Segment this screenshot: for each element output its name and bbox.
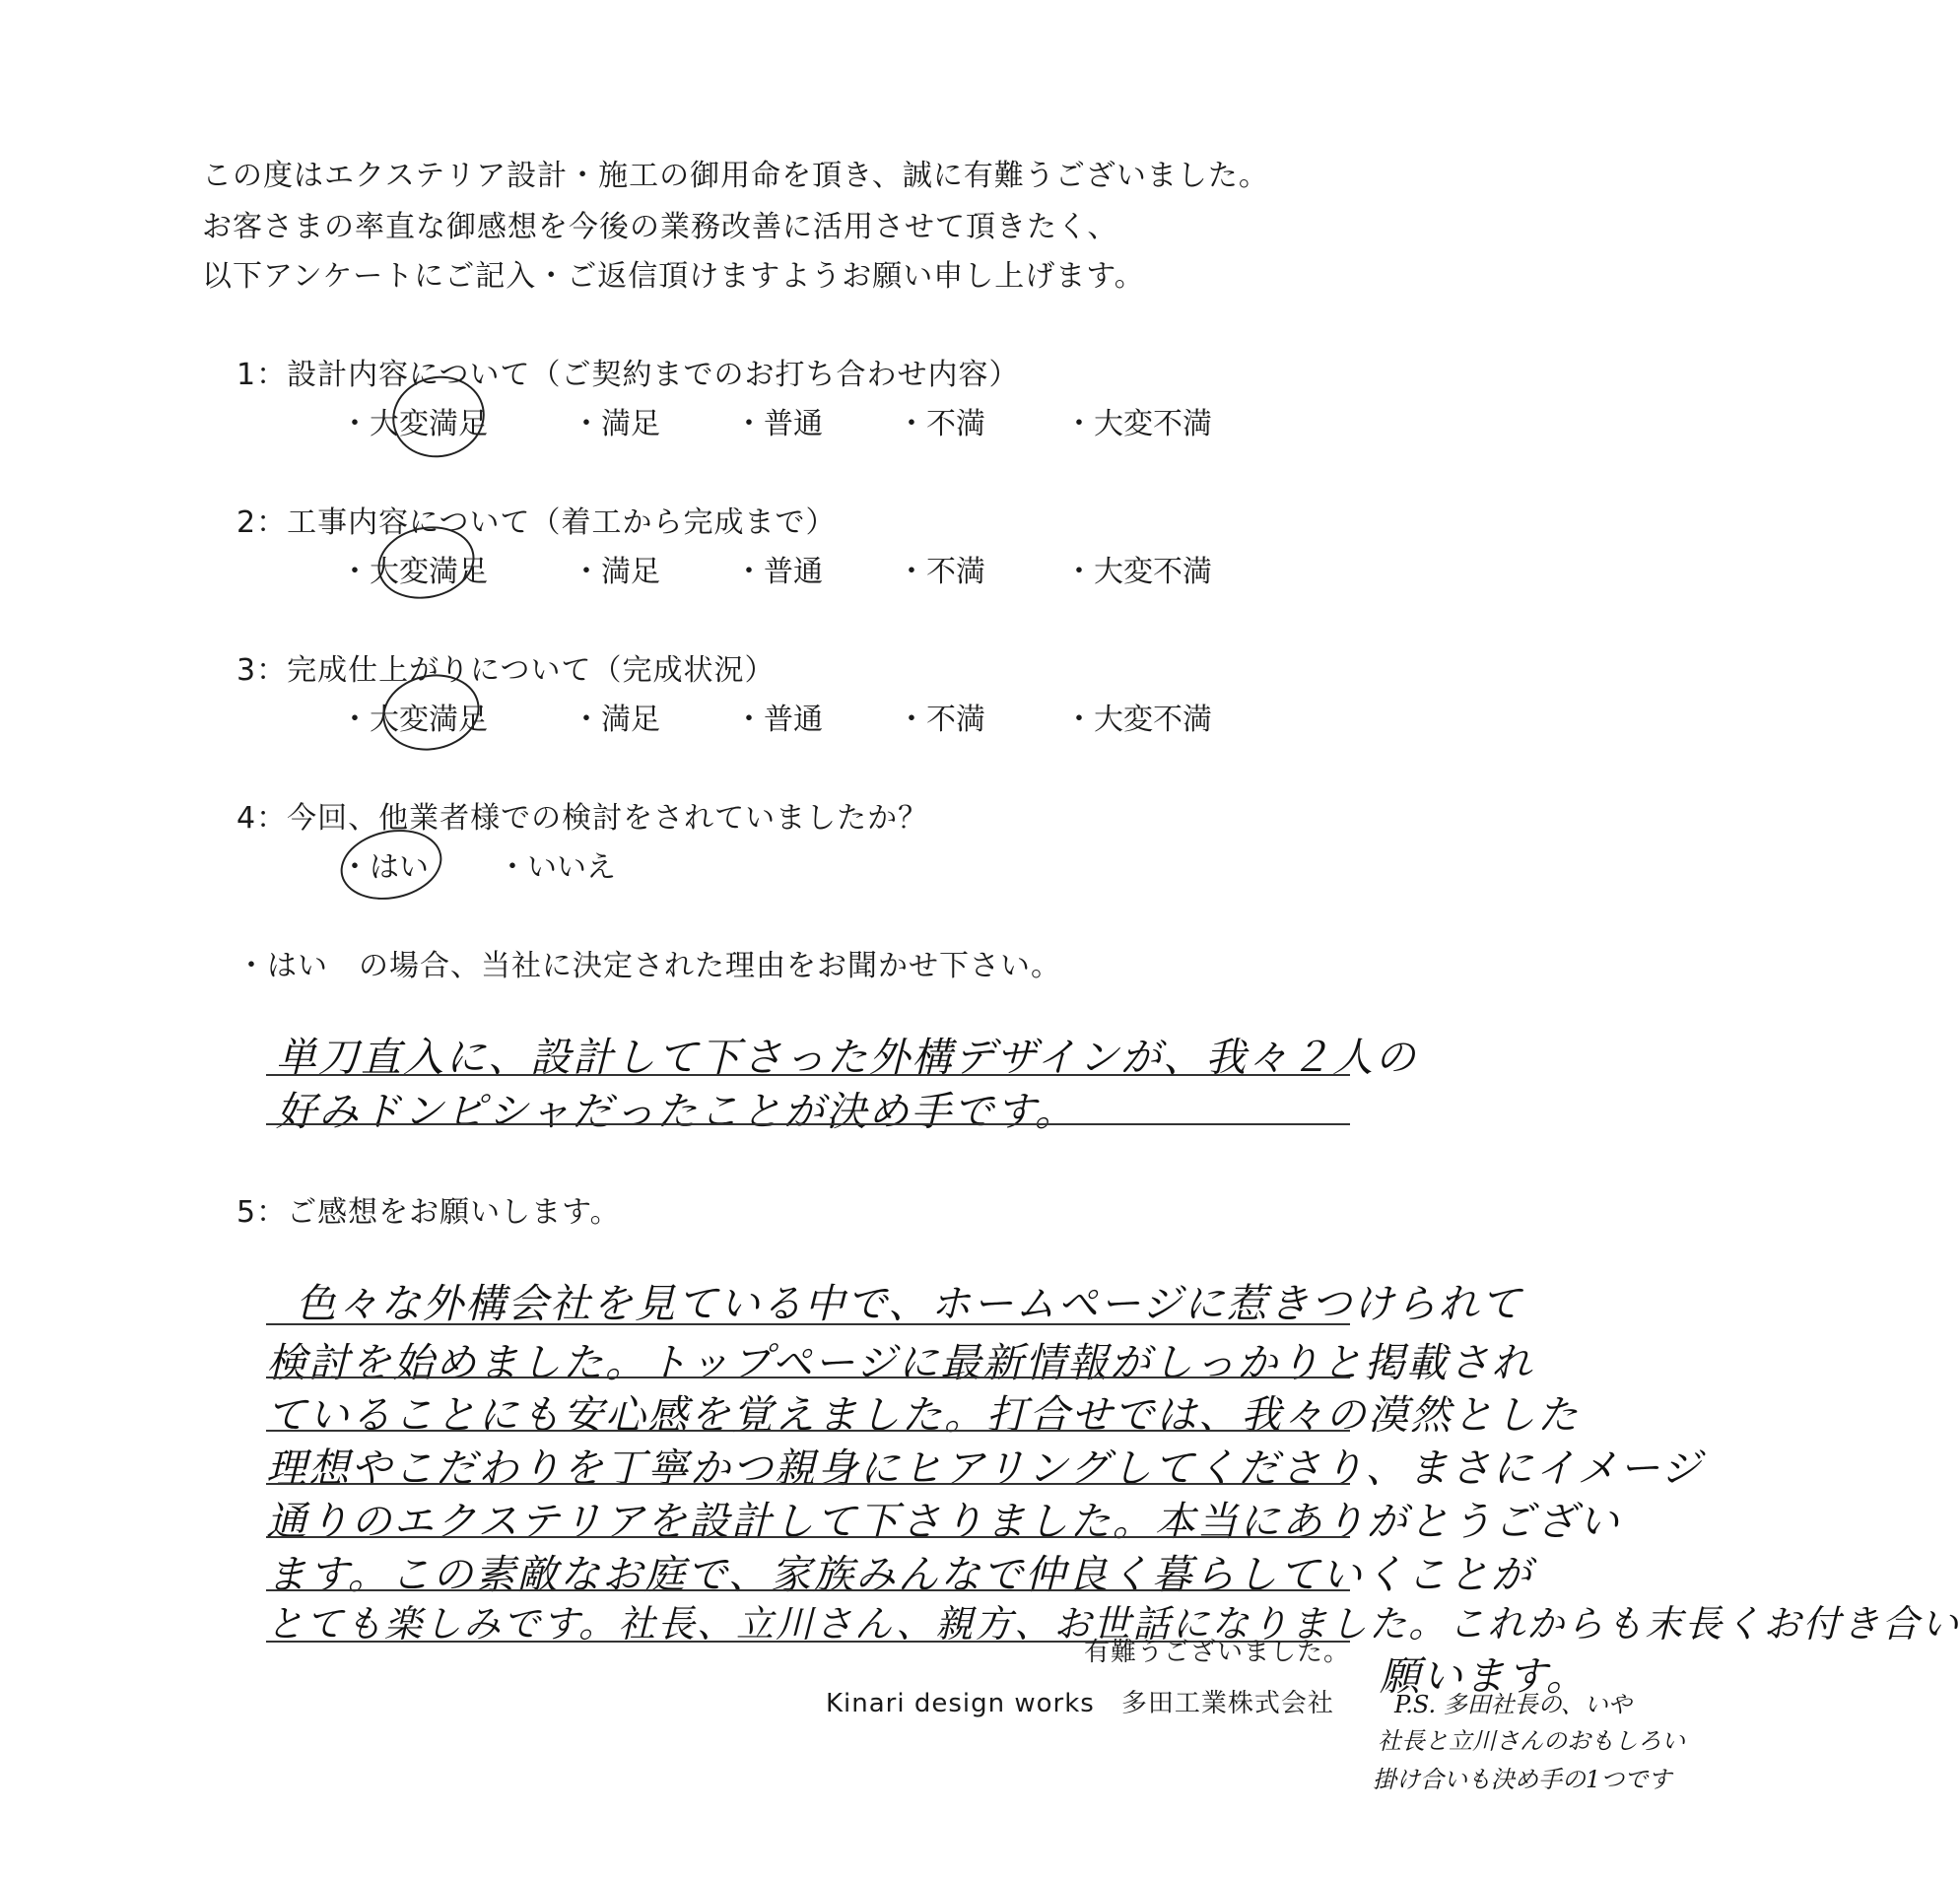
q2-option-very-satisfied[interactable]: ・大変満足 [340,555,488,589]
q3-option-average[interactable]: ・普通 [734,703,823,737]
q1-option-dissatisfied[interactable]: ・不満 [897,407,985,441]
q5-answer-line: ていることにも安心感を覚えました。打合せでは、我々の漠然とした [266,1391,1580,1439]
ps-line: P.S. 多田社長の、いや [1394,1691,1632,1718]
answer-rule [266,1536,1350,1538]
company-name: Kinari design works 多田工業株式会社 [826,1689,1334,1718]
question-5-label: 5：ご感想をお願いします。 [237,1195,621,1230]
q5-answer-line: ます。この素敵なお庭で、家族みんなで仲良く暮らしていくことが [266,1551,1533,1598]
q1-option-satisfied[interactable]: ・満足 [572,407,660,441]
q3-option-satisfied[interactable]: ・満足 [572,703,660,737]
reason-answer-line: 単刀直入に、設計して下さった外構デザインが、我々２人の [276,1034,1418,1081]
question-3-label: 3：完成仕上がりについて（完成状況） [237,653,776,688]
q2-option-average[interactable]: ・普通 [734,555,823,589]
question-4-label: 4：今回、他業者様での検討をされていましたか？ [237,801,929,836]
q5-answer-line: とても楽しみです。社長、立川さん、親方、お世話になりました。これからも末長くお付き合い [266,1602,1960,1646]
q5-answer-line: 通りのエクステリアを設計して下さりました。本当にありがとうござい [266,1498,1621,1545]
answer-rule [266,1377,1350,1378]
intro-line: この度はエクステリア設計・施工の御用命を頂き、誠に有難うございました。 [202,159,1269,193]
reason-prompt: ・はい の場合、当社に決定された理由をお聞かせ下さい。 [237,949,1061,983]
question-2-label: 2：工事内容について（着工から完成まで） [237,505,837,540]
q2-option-dissatisfied[interactable]: ・不満 [897,555,985,589]
answer-rule [266,1074,1350,1076]
q5-answer-line: 願います。 [1380,1652,1588,1700]
intro-line: 以下アンケートにご記入・ご返信頂けますようお願い申し上げます。 [202,259,1145,294]
q3-option-very-satisfied[interactable]: ・大変満足 [340,703,488,737]
q1-option-average[interactable]: ・普通 [734,407,823,441]
q2-option-satisfied[interactable]: ・満足 [572,555,660,589]
answer-rule [266,1483,1350,1485]
answer-rule [266,1589,1350,1591]
ps-line: 掛け合いも決め手の1つです [1373,1766,1672,1793]
q5-answer-line: 検討を始めました。トップページに最新情報がしっかりと掲載され [266,1339,1534,1386]
thanks-text: 有難うございました。 [1084,1638,1351,1667]
q2-option-very-dissatisfied[interactable]: ・大変不満 [1064,555,1212,589]
reason-answer-line: 好みドンピシャだったことが決め手です。 [276,1088,1077,1135]
q5-answer-line: 理想やこだわりを丁寧かつ親身にヒアリングしてくださり、まさにイメージ [266,1444,1704,1492]
q4-option-no[interactable]: ・いいえ [498,850,616,885]
q5-answer-line: 色々な外構会社を見ている中で、ホームページに惹きつけられて [296,1280,1523,1327]
q3-option-very-dissatisfied[interactable]: ・大変不満 [1064,703,1212,737]
q4-option-yes[interactable]: ・はい [340,850,429,885]
answer-rule [266,1430,1350,1432]
intro-line: お客さまの率直な御感想を今後の業務改善に活用させて頂きたく、 [202,210,1118,244]
q1-option-very-satisfied[interactable]: ・大変満足 [340,407,488,441]
q3-option-dissatisfied[interactable]: ・不満 [897,703,985,737]
question-1-label: 1：設計内容について（ご契約までのお打ち合わせ内容） [237,358,1020,392]
ps-line: 社長と立川さんのおもしろい [1378,1727,1685,1755]
q1-option-very-dissatisfied[interactable]: ・大変不満 [1064,407,1212,441]
answer-rule [266,1323,1350,1325]
answer-rule [266,1123,1350,1125]
